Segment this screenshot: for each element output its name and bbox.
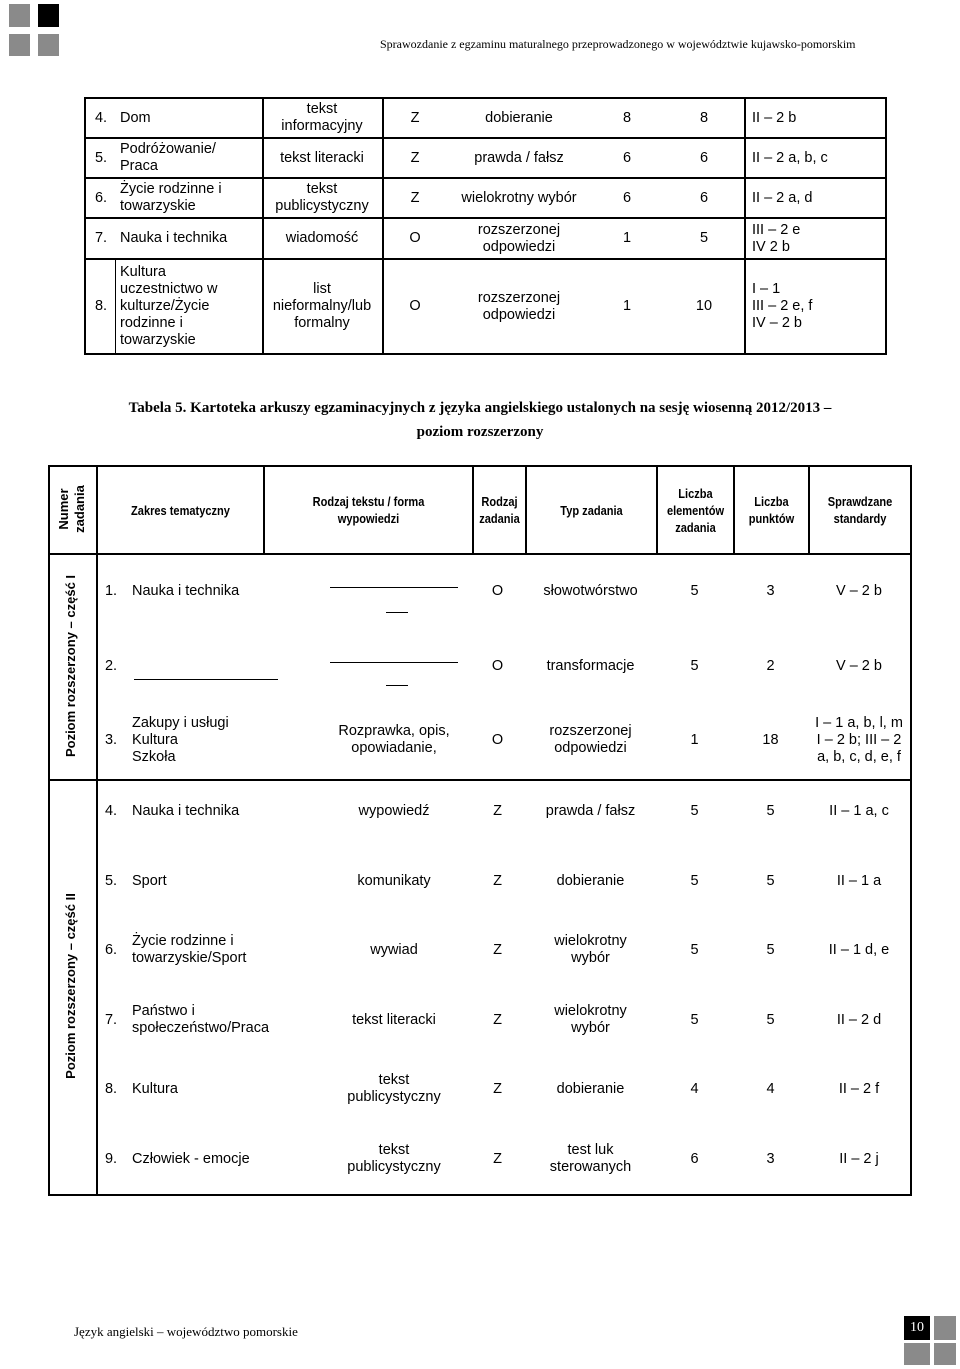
elements-cell: 5 (690, 657, 699, 674)
task-type-cell: dobieranie (485, 109, 553, 126)
text-type-cell: list nieformalny/lub formalny (272, 281, 372, 331)
points-cell: 6 (699, 149, 709, 166)
elements-cell: 1 (622, 230, 632, 246)
task-type-cell: transformacje (546, 657, 635, 674)
elements-cell: 5 (690, 802, 699, 819)
header-standards: Sprawdzane standardy (827, 494, 893, 526)
points-cell: 5 (766, 802, 775, 819)
topic-cell: Kultura (132, 1080, 178, 1097)
header-type: Rodzaj zadania (479, 494, 520, 526)
table-rule (744, 97, 746, 353)
task-type-cell: rozszerzonej odpowiedzi (477, 221, 561, 255)
section-label-part1: Poziom rozszerzony – część I (63, 574, 78, 758)
page-header: Sprawozdanie z egzaminu maturalnego przeprowadzonego w województwie kujawsko-pomorskim (380, 37, 856, 51)
task-kind-cell: Z (493, 1150, 502, 1167)
text-type-cell: wywiad (370, 941, 418, 958)
blank-line (386, 612, 408, 613)
task-kind-cell: Z (493, 1011, 502, 1028)
task-type-cell: prawda / fałsz (545, 802, 636, 819)
row-number: 9. (104, 1150, 118, 1167)
task-type-cell: wielokrotny wybór (554, 933, 627, 966)
row-number: 3. (104, 731, 118, 748)
topic-cell: Państwo i społeczeństwo/Praca (132, 1003, 270, 1036)
standards-cell: II – 1 a, c (829, 802, 889, 819)
standards-cell: V – 2 b (836, 582, 882, 599)
table-rule (263, 465, 265, 553)
standards-cell: I – 1 III – 2 e, f IV – 2 b (752, 281, 813, 331)
points-cell: 6 (699, 189, 709, 206)
standards-cell: III – 2 e IV 2 b (752, 221, 801, 255)
header-text: Rodzaj tekstu / forma wypowiedzi (312, 494, 425, 526)
table-rule (472, 465, 474, 553)
row-number: 8. (94, 298, 108, 314)
text-type-cell: tekst informacyjny (281, 101, 363, 134)
task-kind-cell: Z (493, 1080, 502, 1097)
row-number: 5. (94, 149, 108, 166)
task-kind-cell: O (491, 657, 504, 674)
table-rule (885, 97, 887, 355)
task-type-cell: dobieranie (556, 1080, 625, 1097)
standards-cell: II – 2 a, d (752, 189, 813, 206)
table-rule (48, 553, 910, 555)
points-cell: 3 (766, 1150, 775, 1167)
blank-line (330, 662, 458, 663)
points-cell: 2 (766, 657, 775, 674)
points-cell: 18 (762, 731, 779, 748)
text-type-cell (318, 636, 470, 696)
table-rule (808, 465, 810, 553)
task-type-cell: dobieranie (556, 872, 625, 889)
row-number: 2. (104, 657, 118, 674)
table-rule (525, 465, 527, 553)
elements-cell: 4 (690, 1080, 699, 1097)
standards-cell: II – 2 d (836, 1011, 882, 1028)
row-number: 4. (94, 109, 108, 126)
elements-cell: 5 (690, 941, 699, 958)
table-rule (656, 465, 658, 553)
corner-square (38, 4, 59, 27)
topic-cell: Sport (132, 872, 167, 889)
page-number: 10 (904, 1316, 930, 1340)
standards-cell: II – 1 d, e (828, 941, 890, 958)
standards-cell: II – 2 a, b, c (752, 149, 828, 166)
table-rule (48, 465, 50, 1194)
topic-cell: Życie rodzinne i towarzyskie/Sport (132, 933, 247, 966)
header-points: Liczba punktów (748, 494, 795, 526)
row-number: 5. (104, 872, 118, 889)
topic-cell: Nauka i technika (120, 230, 228, 246)
table-rule (48, 1194, 912, 1196)
task-type-cell: prawda / fałsz (474, 149, 564, 166)
corner-square (934, 1343, 956, 1365)
task-kind-cell: O (409, 230, 421, 246)
standards-cell: II – 2 f (838, 1080, 880, 1097)
text-type-cell: tekst literacki (280, 149, 364, 166)
blank-line (134, 679, 278, 680)
task-kind-cell: O (409, 298, 421, 314)
corner-square (934, 1316, 956, 1340)
row-number: 7. (104, 1011, 118, 1028)
row-number: 6. (104, 941, 118, 958)
task-kind-cell: Z (493, 802, 502, 819)
points-cell: 5 (699, 230, 709, 246)
points-cell: 5 (766, 1011, 775, 1028)
topic-cell: Zakupy i usługi Kultura Szkoła (132, 714, 229, 765)
task-kind-cell: Z (410, 189, 420, 206)
blank-line (386, 685, 408, 686)
task-kind-cell: Z (410, 149, 420, 166)
topic-cell: Podróżowanie/ Praca (120, 141, 216, 174)
text-type-cell: tekst publicystyczny (347, 1072, 441, 1105)
elements-cell: 6 (622, 189, 632, 206)
task-kind-cell: Z (493, 872, 502, 889)
standards-cell: II – 2 b (752, 109, 797, 126)
text-type-cell: komunikaty (357, 872, 431, 889)
elements-cell: 6 (690, 1150, 699, 1167)
table-rule (733, 465, 735, 553)
text-type-cell: wypowiedź (358, 802, 430, 819)
standards-cell: II – 1 a (836, 872, 882, 889)
task-type-cell: rozszerzonej odpowiedzi (549, 723, 632, 756)
elements-cell: 8 (622, 109, 632, 126)
header-elements: Liczba elementów zadania (666, 485, 725, 535)
corner-square (9, 4, 30, 27)
table-caption: Tabela 5. Kartoteka arkuszy egzaminacyjnych z języka angielskiego ustalonych na sesję wiosenną 2012/2013 – (128, 400, 832, 416)
topic-cell: Dom (120, 109, 151, 126)
task-type-cell: wielokrotny wybór (461, 189, 577, 206)
corner-square (38, 34, 59, 56)
points-cell: 4 (766, 1080, 775, 1097)
row-number: 8. (104, 1080, 118, 1097)
elements-cell: 5 (690, 1011, 699, 1028)
task-kind-cell: Z (410, 109, 420, 126)
topic-cell (132, 636, 318, 696)
text-type-cell: wiadomość (285, 230, 359, 246)
row-number: 4. (104, 802, 118, 819)
topic-cell: Nauka i technika (132, 802, 240, 819)
row-number: 1. (104, 582, 118, 599)
task-type-cell: wielokrotny wybór (554, 1003, 627, 1036)
topic-cell: Człowiek - emocje (132, 1150, 250, 1167)
task-type-cell: słowotwórstwo (543, 582, 638, 599)
points-cell: 10 (695, 298, 713, 314)
corner-square (904, 1343, 930, 1365)
task-kind-cell: Z (493, 941, 502, 958)
task-kind-cell: O (491, 582, 504, 599)
table-rule (910, 465, 912, 1196)
text-type-cell: tekst publicystyczny (347, 1142, 441, 1175)
points-cell: 8 (699, 109, 709, 126)
task-type-cell: test luk sterowanych (549, 1142, 632, 1175)
topic-cell: Życie rodzinne i towarzyskie (120, 181, 222, 214)
text-type-cell: tekst literacki (352, 1011, 436, 1028)
elements-cell: 1 (690, 731, 699, 748)
task-kind-cell: O (491, 731, 504, 748)
text-type-cell (318, 563, 470, 619)
header-task: Typ zadania (560, 502, 623, 518)
blank-line (330, 587, 458, 588)
points-cell: 5 (766, 941, 775, 958)
standards-cell: II – 2 j (839, 1150, 879, 1167)
topic-cell: Kultura uczestnictwo w kulturze/Życie rodzinne i towarzyskie (120, 264, 218, 348)
task-type-cell: rozszerzonej odpowiedzi (477, 289, 561, 323)
corner-square (9, 34, 30, 56)
topic-cell: Nauka i technika (132, 582, 240, 599)
section-label-part2: Poziom rozszerzony – część II (63, 893, 78, 1079)
points-cell: 3 (766, 582, 775, 599)
header-topic: Zakres tematyczny (131, 502, 230, 518)
standards-cell: I – 1 a, b, l, m I – 2 b; III – 2 a, b, c, d, e, f (815, 714, 903, 765)
table-rule (96, 465, 98, 553)
elements-cell: 5 (690, 872, 699, 889)
standards-cell: V – 2 b (836, 657, 882, 674)
elements-cell: 5 (690, 582, 699, 599)
elements-cell: 1 (622, 298, 632, 314)
row-number: 6. (94, 189, 108, 206)
table-rule (84, 353, 885, 355)
table-caption-line2: poziom rozszerzony (416, 424, 544, 440)
row-number: 7. (94, 230, 108, 246)
header-task-number: Numer zadania (56, 485, 87, 533)
text-type-cell: tekst publicystyczny (275, 181, 369, 214)
points-cell: 5 (766, 872, 775, 889)
page-footer: Język angielski – województwo pomorskie (74, 1324, 298, 1339)
text-type-cell: Rozprawka, opis, opowiadanie, (338, 723, 450, 756)
elements-cell: 6 (622, 149, 632, 166)
